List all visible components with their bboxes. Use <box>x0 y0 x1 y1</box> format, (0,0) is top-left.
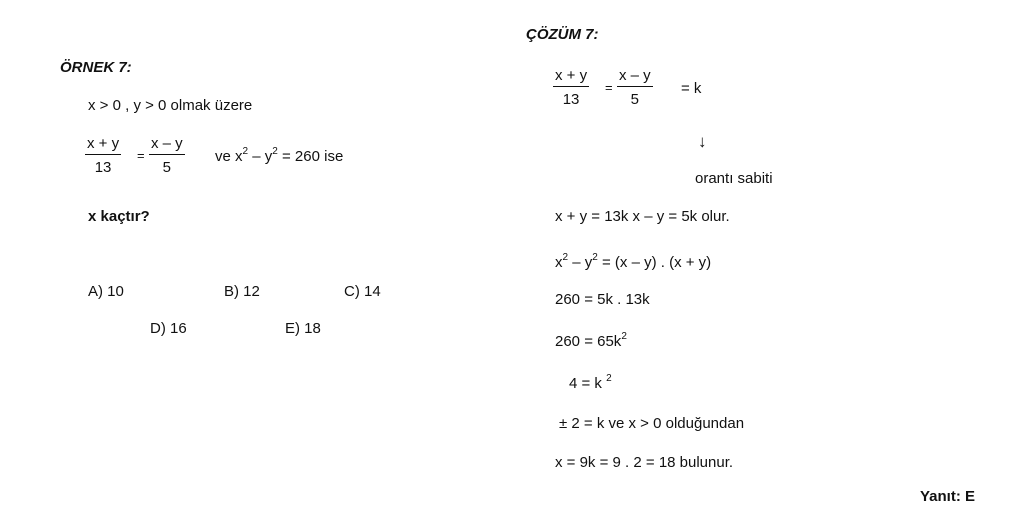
line2-post: = (x – y) . (x + y) <box>597 254 712 271</box>
choice-b: B) 12 <box>224 283 260 300</box>
problem-equation-tail <box>215 146 344 165</box>
equals-sign: = <box>137 148 145 163</box>
exponent: 2 <box>621 331 627 342</box>
problem-fraction-2 <box>149 136 185 175</box>
exponent: 2 <box>592 252 598 263</box>
solution-line-4 <box>555 331 627 350</box>
problem-fraction-1 <box>85 136 121 175</box>
line4-pre: 260 = 65k <box>555 333 622 350</box>
problem-condition: x > 0 , y > 0 olmak üzere <box>88 97 253 114</box>
choice-a: A) 10 <box>88 283 124 300</box>
solution-line-6: ± 2 = k ve x > 0 olduğundan <box>559 415 745 432</box>
down-arrow-icon: ↓ <box>698 132 707 151</box>
exponent: 2 <box>606 373 612 384</box>
solution-line-1: x + y = 13k x – y = 5k olur. <box>555 208 730 225</box>
fraction-numerator: x – y <box>149 136 185 155</box>
line2-mid: – y <box>568 254 593 271</box>
solution-fraction-1 <box>553 68 589 107</box>
exponent: 2 <box>562 252 569 263</box>
choice-d: D) 16 <box>150 320 187 337</box>
fraction-denominator: 5 <box>162 159 172 176</box>
problem-question: x kaçtır? <box>88 208 150 225</box>
fraction-numerator: x – y <box>617 68 653 87</box>
equals-k: = k <box>681 80 702 97</box>
solution-line-3: 260 = 5k . 13k <box>555 291 650 308</box>
exponent: 2 <box>272 146 278 157</box>
solution-fraction-2 <box>617 68 653 107</box>
equals-sign: = <box>605 80 613 95</box>
problem-heading: ÖRNEK 7: <box>60 59 132 76</box>
exponent: 2 <box>242 146 249 157</box>
solution-line-2 <box>555 252 712 271</box>
line5-pre: 4 = k <box>569 375 607 392</box>
eq-tail-post: = 260 ise <box>277 148 344 165</box>
eq-tail-mid: – y <box>248 148 273 165</box>
choice-e: E) 18 <box>285 320 321 337</box>
fraction-denominator: 13 <box>562 91 580 108</box>
fraction-denominator: 5 <box>630 91 640 108</box>
eq-tail-pre: ve x <box>215 148 243 165</box>
proportion-constant-label: orantı sabiti <box>695 170 773 187</box>
solution-line-7: x = 9k = 9 . 2 = 18 bulunur. <box>555 454 734 471</box>
line2-pre: x <box>555 254 563 271</box>
fraction-denominator: 13 <box>94 159 112 176</box>
solution-line-5 <box>569 373 612 392</box>
solution-heading: ÇÖZÜM 7: <box>526 26 599 43</box>
choice-c: C) 14 <box>344 283 381 300</box>
fraction-numerator: x + y <box>553 68 589 87</box>
answer-label: Yanıt: E <box>920 488 976 505</box>
fraction-numerator: x + y <box>85 136 121 155</box>
